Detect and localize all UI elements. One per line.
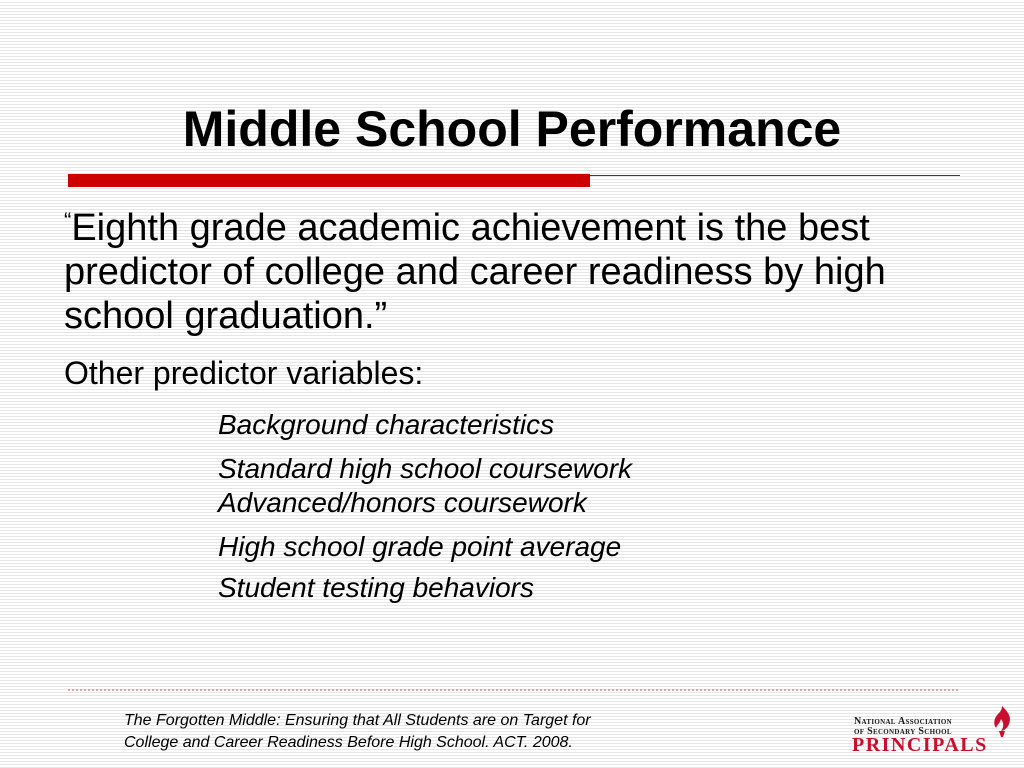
predictor-item-background: Background characteristics [218,409,555,440]
quote-open-mark: “ [64,208,72,233]
title-underline-thick [68,174,590,187]
quote-body: Eighth grade academic achievement is the best predictor of college and career readiness by high school graduation.” [64,207,886,337]
title-underline-thin [590,175,960,176]
predictor-item-gpa: High school grade point average [218,531,622,562]
slide-title: Middle School Performance [182,101,842,157]
torch-flame-icon [988,704,1016,738]
quote-text [64,199,984,338]
citation-line-2: College and Career Readiness Before High School. ACT. 2008. [124,734,573,751]
logo-wordmark: PRINCIPALS [852,734,988,756]
predictor-item-testing-behaviors: Student testing behaviors [218,572,534,603]
footer-divider [68,689,958,691]
citation-line-1: The Forgotten Middle: Ensuring that All Students are on Target for [124,712,591,729]
predictor-heading: Other predictor variables: [64,355,424,391]
citation [124,710,744,754]
predictor-item-advanced-coursework: Advanced/honors coursework [218,487,587,518]
logo-line-2: of Secondary School [854,726,952,737]
predictor-item-standard-coursework: Standard high school coursework [218,453,633,484]
logo-line-1: National Association [854,716,952,727]
nassp-logo [852,704,1020,756]
